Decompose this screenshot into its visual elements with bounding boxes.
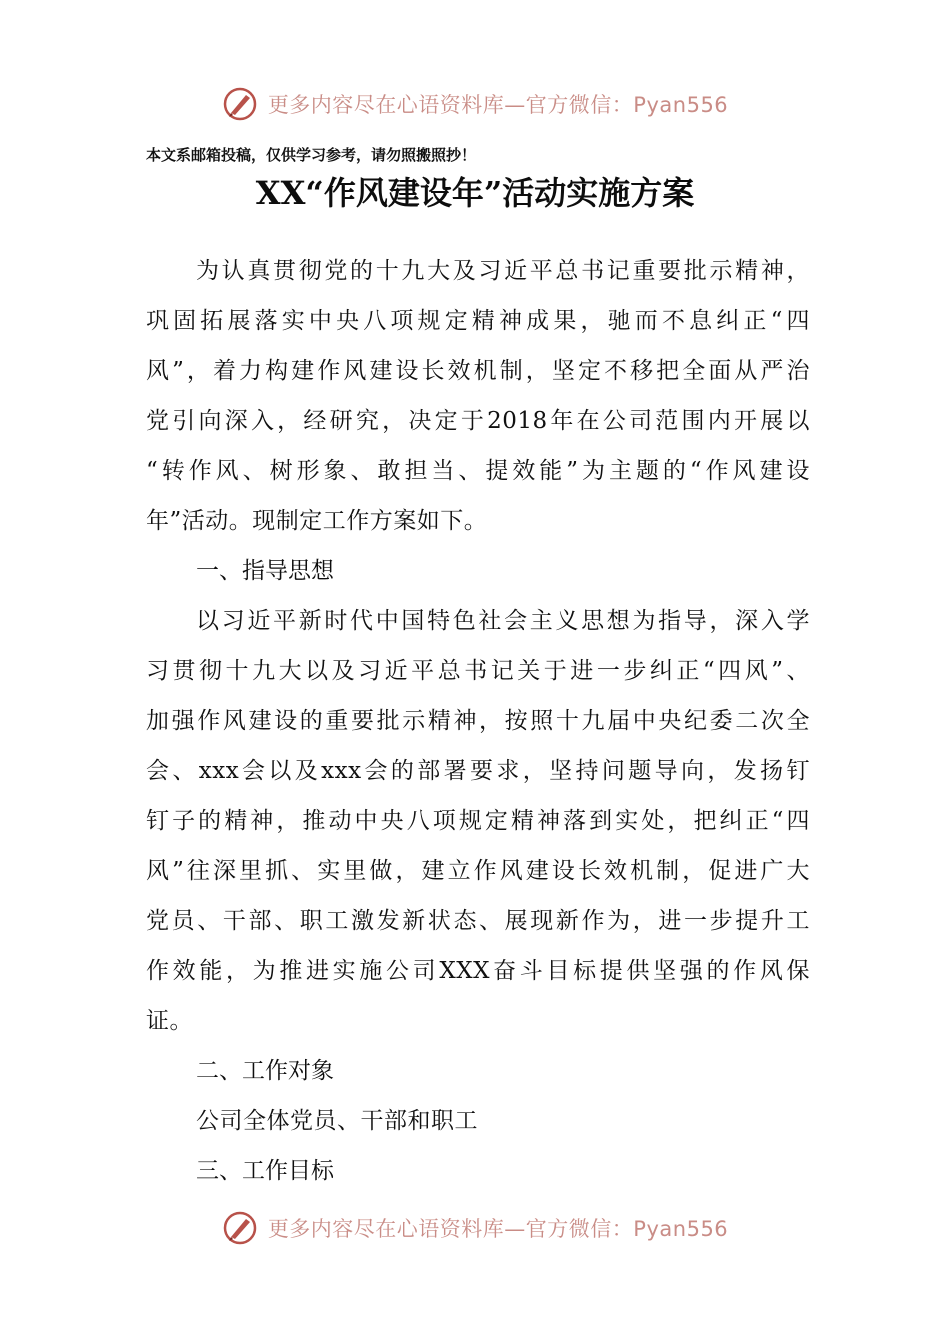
watermark-footer bbox=[0, 1206, 950, 1250]
watermark-header bbox=[0, 82, 950, 126]
section-heading-work-goals: 三、工作目标 bbox=[196, 1158, 334, 1184]
paragraph-line: 钉子的精神，推动中央八项规定精神落到实处，把纠正“四 bbox=[146, 808, 810, 834]
paragraph-line: 风”往深里抓、实里做，建立作风建设长效机制，促进广大 bbox=[146, 858, 810, 884]
paragraph-line: 证。 bbox=[146, 1008, 193, 1034]
pen-circle-logo-icon bbox=[222, 86, 258, 122]
paragraph-line: 党员、干部、职工激发新状态、展现新作为，进一步提升工 bbox=[146, 908, 810, 934]
paragraph-line: 党引向深入，经研究，决定于2018年在公司范围内开展以 bbox=[146, 408, 810, 434]
paragraph-line: 公司全体党员、干部和职工 bbox=[196, 1108, 478, 1134]
pen-circle-logo-icon bbox=[222, 1210, 258, 1246]
paragraph-line: “转作风、树形象、敢担当、提效能”为主题的“作风建设 bbox=[146, 458, 810, 484]
watermark-text: 更多内容尽在心语资料库—官方微信：Pyan556 bbox=[267, 93, 729, 117]
submission-notice: 本文系邮箱投稿，仅供学习参考，请勿照搬照抄！ bbox=[146, 146, 477, 164]
paragraph-line: 会、xxx会以及xxx会的部署要求，坚持问题导向，发扬钉 bbox=[146, 758, 810, 784]
document-title: XX“作风建设年”活动实施方案 bbox=[255, 174, 695, 212]
paragraph-line: 以习近平新时代中国特色社会主义思想为指导，深入学 bbox=[196, 608, 810, 634]
paragraph-line: 加强作风建设的重要批示精神，按照十九届中央纪委二次全 bbox=[146, 708, 810, 734]
paragraph-line: 年”活动。现制定工作方案如下。 bbox=[146, 508, 488, 534]
watermark-text: 更多内容尽在心语资料库—官方微信：Pyan556 bbox=[267, 1217, 729, 1241]
paragraph-line: 习贯彻十九大以及习近平总书记关于进一步纠正“四风”、 bbox=[146, 658, 810, 684]
paragraph-line: 为认真贯彻党的十九大及习近平总书记重要批示精神， bbox=[196, 258, 810, 284]
paragraph-line: 巩固拓展落实中央八项规定精神成果，驰而不息纠正“四 bbox=[146, 308, 810, 334]
paragraph-line: 作效能，为推进实施公司XXX奋斗目标提供坚强的作风保 bbox=[146, 958, 810, 984]
paragraph-line: 风”，着力构建作风建设长效机制，坚定不移把全面从严治 bbox=[146, 358, 810, 384]
section-heading-guiding-thought: 一、指导思想 bbox=[196, 558, 334, 584]
document-body bbox=[146, 246, 810, 1196]
section-heading-work-target: 二、工作对象 bbox=[196, 1058, 334, 1084]
